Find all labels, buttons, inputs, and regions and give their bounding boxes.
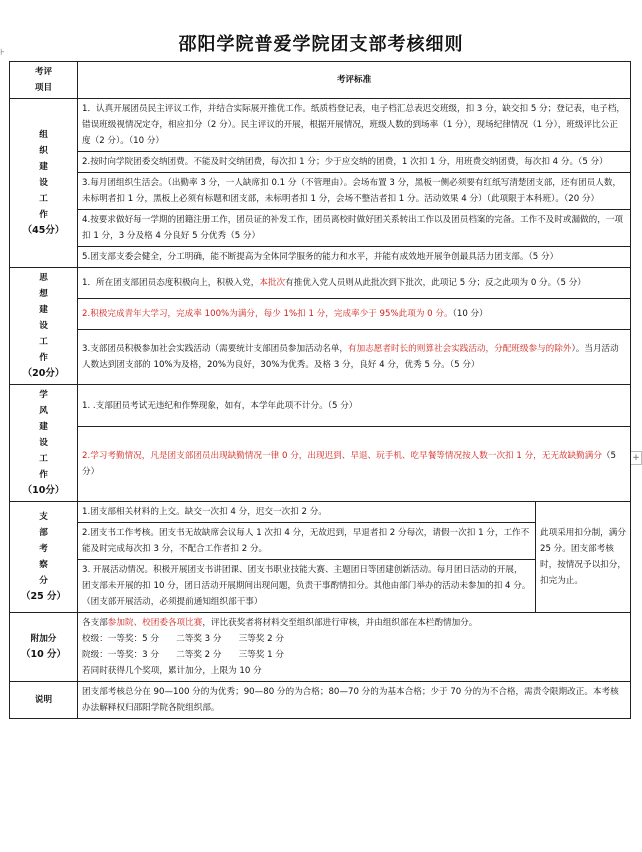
highlighted-text: 有加志愿者时长的则算社会实践活动，分配班级参与的除外 xyxy=(348,344,572,355)
criterion-cell xyxy=(78,299,631,330)
criterion-text: 4.按要求做好每一学期的团籍注册工作，团员证的补发工作，团员离校时做好团关系转出工作以及团员档案的完备。工作不及时或漏做的，一项扣 1 分，3 分及格 4 分良好 5 分优秀（5 分） xyxy=(82,215,624,241)
header-standard: 考评标准 xyxy=(78,62,631,99)
criterion-cell xyxy=(78,385,631,427)
criterion-row xyxy=(10,173,631,210)
criterion-text: （5 分） xyxy=(82,451,616,478)
criterion-cell xyxy=(78,173,631,210)
bonus-line xyxy=(82,631,626,647)
criterion-row xyxy=(10,385,631,427)
assessment-table xyxy=(9,61,631,719)
criterion-row xyxy=(10,210,631,247)
bonus-row xyxy=(10,613,631,682)
highlighted-text: 参加院、校团委各项比赛 xyxy=(107,618,203,628)
category-cell xyxy=(10,385,78,502)
criterion-text: 各支部 xyxy=(82,618,108,628)
criterion-cell xyxy=(78,268,631,299)
category-cell xyxy=(10,502,78,613)
category-score: （20分） xyxy=(22,368,65,379)
criterion-cell xyxy=(78,247,631,268)
criterion-cell xyxy=(78,210,631,247)
criterion-text: 5.团支部支委会健全，分工明确，能不断提高为全体同学服务的能力和水平，并能有成效地开展争创最具活力团支部。（5 分） xyxy=(82,252,559,262)
criterion-text: 1. .支部团员考试无违纪和作弊现象，如有，本学年此项不计分。（5 分） xyxy=(82,400,358,411)
category-score: （10 分） xyxy=(20,649,67,660)
criterion-cell xyxy=(78,330,631,385)
criterion-row xyxy=(10,247,631,268)
explanation-row xyxy=(10,682,631,719)
criterion-text: 校级：一等奖：5 分 二等奖 3 分 三等奖 2 分 xyxy=(82,634,284,644)
criterion-text: 3.支部团员积极参加社会实践活动（需要统计支部团员参加活动名单， xyxy=(82,344,349,355)
criterion-cell xyxy=(78,427,631,502)
criterion-text: 3.每月团组织生活会。（出勤率 3 分，一人缺席扣 0.1 分（不管理由）。会场布置 3 分，黑板一侧必须要有红纸写清楚团支部，还有团员人数，未标明者扣 1 分，黑板上必须有标题和团支部，未标明者扣 1 分，会场不整洁者扣 1 分。活动效果 4 分）（此项限于本科班）。（20 分） xyxy=(82,178,622,204)
criterion-row xyxy=(10,268,631,299)
bonus-line xyxy=(82,615,626,631)
category-cell xyxy=(10,268,78,385)
criterion-text: ，评比获奖者将材料交至组织部进行审核，并由组织部在本栏酌情加分。 xyxy=(202,618,478,628)
page-marker-left: ⊦ xyxy=(0,48,5,58)
criterion-row xyxy=(10,299,631,330)
highlighted-text: 2.积极完成青年大学习，完成率 100%为满分，每少 1%扣 1 分，完成率少于 95%此项为 0 分。 xyxy=(82,309,453,320)
criterion-cell xyxy=(78,502,536,523)
category-score: （25 分） xyxy=(20,591,67,602)
criterion-cell xyxy=(78,560,536,613)
criterion-row xyxy=(10,152,631,173)
category-label: 组 织 建 设 工 作 xyxy=(39,130,48,220)
criterion-row xyxy=(10,99,631,152)
category-label: 学 风 建 设 工 作 xyxy=(39,390,48,480)
category-cell xyxy=(10,613,78,682)
category-score: （45分） xyxy=(22,225,65,236)
criterion-text: （10 分） xyxy=(452,309,488,320)
criterion-text: 院级：一等奖：3 分 二等奖 2 分 三等奖 1 分 xyxy=(82,650,284,660)
criterion-text: 1．所在团支部团员态度积极向上，积极入党， xyxy=(82,278,260,289)
category-label: 思 想 建 设 工 作 xyxy=(39,273,48,363)
criterion-text: 1.团支部相关材料的上交。缺交一次扣 4 分，迟交一次扣 2 分。 xyxy=(82,507,327,517)
category-label: 支 部 考 察 分 xyxy=(39,512,48,586)
highlighted-text: 本批次 xyxy=(259,278,286,289)
side-note-cell: 此项采用扣分制，满分 25 分。团支部考核时，按情况予以扣分，扣完为止。 xyxy=(536,502,631,613)
criterion-row xyxy=(10,427,631,502)
criterion-row xyxy=(10,502,631,523)
criterion-cell xyxy=(78,99,631,152)
criterion-text: ）。当月活动人数达到团支部的 10%为及格，20%为良好，30%为优秀。及格 3 分，良好 4 分，优秀 5 分。（5 分） xyxy=(82,344,619,371)
header-row xyxy=(10,62,631,99)
bonus-line xyxy=(82,663,626,679)
criterion-row xyxy=(10,330,631,385)
page-marker-right[interactable]: + xyxy=(630,451,642,465)
criterion-cell xyxy=(78,523,536,560)
criterion-cell xyxy=(78,152,631,173)
bonus-line xyxy=(82,647,626,663)
criterion-text: 2.团支书工作考核。团支书无故缺席会议每人 1 次扣 4 分，无故迟到，早退者扣 2 分每次，请假一次扣 1 分，工作不能及时完成每次扣 3 分，不配合工作者扣 2 分。 xyxy=(82,528,530,554)
category-label: 附加分 xyxy=(30,634,57,644)
page-title: 邵阳学院普爱学院团支部考核细则 xyxy=(178,34,464,55)
bonus-cell xyxy=(78,613,631,682)
highlighted-text: 2.学习考勤情况，凡是团支部团员出现缺勤情况一律 0 分，出现迟到、早退、玩手机、吃早餐等情况按人数一次扣 1 分，无无故缺勤满分 xyxy=(82,451,602,462)
category-label: 说明 xyxy=(34,695,53,705)
criterion-text: 若同时获得几个奖项，累计加分，上限为 10 分 xyxy=(82,666,262,676)
criterion-text: 3. 开展活动情况。积极开展团支书讲团课、团支书职业技能大赛、主题团日等团建创新活动。每月团日活动的开展，团支部未开展的扣 10 分，团日活动开展期间出现问题，负责干事酌情扣分。其他由部门举办的活动未参加的扣 4 分。（团支部开展活动，必须提前通知组织部干事） xyxy=(82,565,531,607)
explanation-cell: 团支部考核总分在 90—100 分的为优秀；90—80 分的为合格；80—70 分的为基本合格；少于 70 分的为不合格，需责令限期改正。本考核办法解释权归邵阳学院各院组织部。 xyxy=(78,682,631,719)
criterion-text: 有推优入党人员则从此批次到下批次，此项记 5 分；反之此项为 0 分。（5 分） xyxy=(285,278,586,289)
category-cell xyxy=(10,99,78,268)
category-cell xyxy=(10,682,78,719)
criterion-text: 2.按时向学院团委交纳团费。不能及时交纳团费，每次扣 1 分；少于应交纳的团费，1 次扣 1 分，用班费交纳团费，每次扣 4 分。（5 分） xyxy=(82,157,608,167)
header-item: 考评 项目 xyxy=(10,62,78,99)
category-score: （10分） xyxy=(22,485,65,496)
criterion-text: 1．认真开展团员民主评议工作，并结合实际展开推优工作。纸质档登记表，电子档汇总表迟交班级，扣 3 分，缺交扣 5 分；登记表，电子档，错误班级视情况定夺，相应扣分（2 分）。民主评议的开展，根据开展情况，班级人数的到场率（1 分），现场纪律情况（1 分），班级评比公正度（2 分）。（10 分） xyxy=(82,104,625,146)
